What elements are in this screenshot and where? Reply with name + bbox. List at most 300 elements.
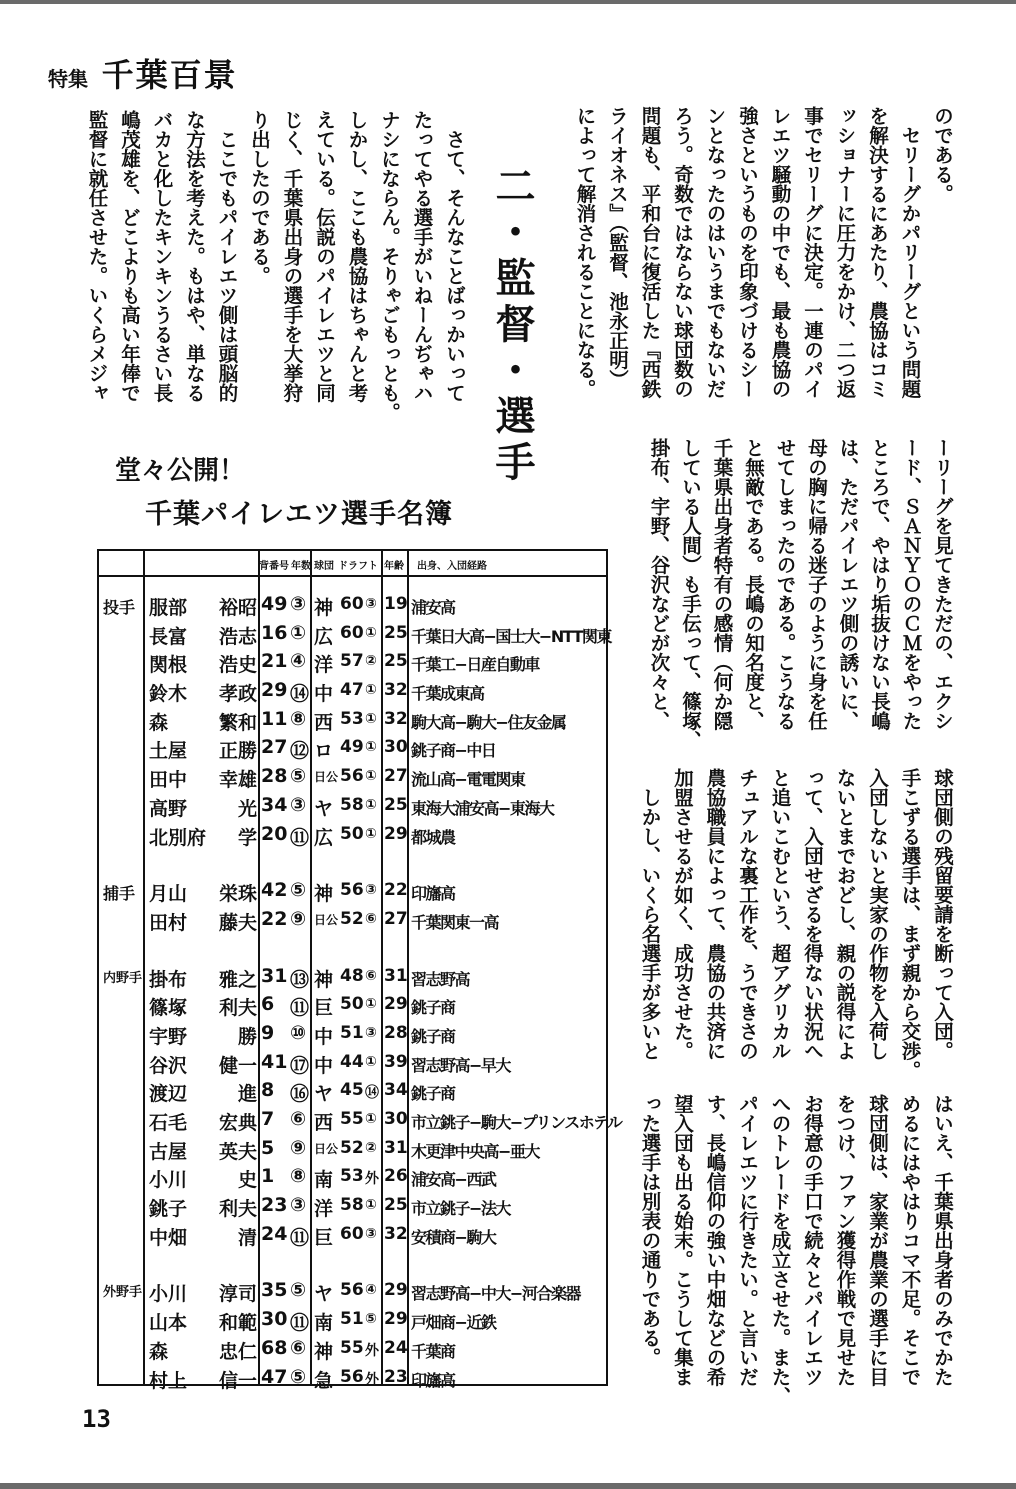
pro-years: ⑥	[290, 1336, 307, 1359]
age: 26	[384, 1166, 408, 1187]
team: 中	[314, 683, 334, 706]
family-name: 田村	[149, 911, 188, 934]
background: 千葉成東高	[411, 684, 484, 704]
team: 中	[314, 1054, 334, 1077]
header-background: 出身、入団経路	[417, 561, 487, 572]
given-name: 栄珠	[218, 883, 257, 906]
family-name: 鈴木	[149, 683, 188, 706]
article-text-block-c	[643, 438, 958, 758]
family-name: 服部	[149, 597, 188, 619]
family-name: 谷沢	[149, 1054, 188, 1077]
player-name	[149, 1137, 257, 1164]
team: 巨	[314, 997, 334, 1020]
background: 浦安高−西武	[411, 1170, 496, 1190]
age: 27	[384, 908, 408, 929]
pro-years: ③	[290, 1194, 307, 1217]
table-row	[99, 821, 606, 850]
uniform-number: 35	[261, 1279, 288, 1302]
player-name	[149, 1366, 257, 1393]
background: 駒大高−駒大−住友金属	[411, 712, 566, 732]
table-row	[99, 1049, 606, 1078]
uniform-number: 21	[261, 650, 288, 673]
table-row	[99, 1020, 606, 1049]
background: 市立銚子−法大	[411, 1199, 510, 1219]
table-row	[99, 706, 606, 735]
text-line: ナシにならん。そりゃごもっとも。	[378, 110, 401, 422]
draft-year: 58	[340, 794, 364, 815]
team: 日公	[314, 770, 339, 785]
text-line: 農協職員によって、農協の共済に	[703, 768, 727, 1061]
text-line: り出したのである。	[248, 110, 271, 286]
team: ヤ	[314, 1283, 334, 1306]
draft-year: 58	[340, 1195, 364, 1216]
draft-round: 外	[365, 1171, 379, 1188]
pro-years: ⑪	[290, 997, 310, 1020]
family-name: 小川	[149, 1169, 188, 1192]
uniform-number: 9	[261, 1021, 275, 1044]
draft-round: ③	[365, 1225, 377, 1242]
player-name	[149, 765, 257, 792]
background: 都城農	[411, 827, 455, 847]
player-name	[149, 1051, 257, 1078]
background: 千葉商	[411, 1341, 455, 1361]
position-label: 外野手	[103, 1285, 143, 1301]
table-row	[99, 763, 606, 792]
given-name: 光	[237, 797, 257, 820]
given-name: 浩志	[218, 625, 257, 648]
age: 25	[384, 651, 408, 672]
draft-round: 外	[365, 1342, 379, 1359]
pro-years: ⑰	[290, 1054, 310, 1077]
uniform-number: 31	[261, 964, 288, 987]
text-line: じく、千葉県出身の選手を大挙狩	[280, 110, 304, 403]
pro-years: ③	[290, 593, 307, 615]
uniform-number: 7	[261, 1108, 275, 1130]
text-line: 望入団も出る始末。こうして集ま	[671, 1094, 694, 1387]
player-name	[149, 1079, 257, 1106]
background: 習志野高	[411, 969, 470, 989]
family-name: 宇野	[149, 1025, 188, 1048]
given-name: 藤夫	[218, 911, 257, 934]
team: ヤ	[314, 1083, 334, 1106]
draft-year: 52	[340, 1137, 364, 1158]
player-name	[149, 1108, 257, 1135]
text-line: 問題も、平和台に復活した『西鉄	[638, 106, 662, 399]
team: 洋	[314, 654, 334, 677]
draft-round: ④	[365, 1282, 377, 1299]
text-line: はいえ、千葉県出身者のみでかた	[931, 1094, 954, 1387]
team: 洋	[314, 1198, 334, 1221]
table-row	[99, 991, 606, 1020]
pro-years: ⑨	[290, 1136, 307, 1159]
given-name: 孝政	[218, 683, 257, 706]
given-name: 淳司	[218, 1283, 257, 1306]
header-age: 年齢	[384, 561, 404, 572]
draft-year: 52	[340, 908, 364, 929]
age: 32	[384, 680, 408, 701]
uniform-number: 27	[261, 736, 288, 759]
team: 広	[314, 625, 334, 648]
uniform-number: 16	[261, 621, 288, 644]
table-row	[99, 1192, 606, 1221]
text-line: 手こずる選手は、まず親から交渉。	[898, 768, 922, 1080]
player-name	[149, 1022, 257, 1049]
feature-title: 千葉百景	[101, 56, 238, 94]
background: 銚子商	[411, 1026, 455, 1046]
given-name: 清	[237, 1226, 257, 1249]
family-name: 山本	[149, 1312, 188, 1335]
team: 巨	[314, 1226, 334, 1249]
player-name	[149, 1194, 257, 1221]
scan-border-bottom	[0, 1483, 1016, 1489]
uniform-number: 47	[261, 1365, 288, 1388]
text-line: しかし、いくら名選手が多いと	[638, 768, 662, 1061]
position-group	[99, 1277, 606, 1392]
table-row	[99, 1106, 622, 1135]
age: 31	[384, 1137, 408, 1158]
team: 南	[314, 1312, 334, 1335]
age: 29	[384, 1309, 408, 1330]
family-name: 関根	[149, 654, 188, 677]
draft-round: ⑭	[365, 1085, 379, 1102]
header-number: 背番号	[259, 561, 289, 572]
text-line: しかし、ここも農協はちゃんと考	[345, 110, 369, 403]
team: 日公	[314, 912, 339, 927]
header-years: 年数	[291, 561, 311, 572]
draft-year: 53	[340, 708, 364, 729]
draft-year: 47	[340, 680, 364, 701]
draft-year: 48	[340, 965, 364, 986]
age: 29	[384, 823, 408, 844]
given-name: 信一	[218, 1369, 257, 1392]
position-label: 内野手	[103, 970, 143, 986]
table-row	[99, 792, 606, 821]
age: 30	[384, 1109, 408, 1129]
text-line: バカと化したキンキンうるさい長	[150, 110, 174, 403]
given-name: 英夫	[218, 1140, 257, 1163]
text-line: 強さというものを印象づけるシー	[736, 106, 759, 399]
background: 木更津中央高−亜大	[411, 1141, 539, 1161]
article-text-block-a	[568, 106, 958, 426]
draft-round: ③	[365, 596, 377, 612]
uniform-number: 29	[261, 679, 288, 702]
pro-years: ⑤	[290, 879, 307, 902]
draft-year: 45	[340, 1080, 364, 1101]
draft-round: ③	[365, 1024, 377, 1041]
table-row	[99, 734, 606, 763]
player-name	[149, 993, 257, 1020]
team: 神	[314, 1340, 334, 1363]
feature-header	[48, 50, 238, 96]
family-name: 渡辺	[149, 1083, 188, 1106]
table-row	[99, 877, 606, 906]
table-body	[99, 581, 622, 1392]
position-group	[99, 591, 611, 849]
background: 流山高−電電関東	[411, 770, 525, 790]
given-name: 雅之	[218, 968, 257, 991]
uniform-number: 68	[261, 1336, 288, 1359]
text-line: お得意の手口で続々とパイレエツ	[801, 1094, 824, 1387]
draft-round: ①	[365, 1197, 377, 1214]
family-name: 土屋	[149, 740, 188, 763]
player-name	[149, 1165, 257, 1192]
given-name: 幸雄	[218, 769, 257, 792]
text-line: チュアルな裏工作を、うできさの	[736, 768, 759, 1061]
text-line: 入団しないと実家の作物を入荷し	[866, 768, 889, 1061]
pro-years: ⑪	[290, 1226, 310, 1249]
age: 30	[384, 737, 408, 758]
table-row	[99, 1077, 606, 1106]
text-line: った選手は別表の通りである。	[638, 1094, 662, 1367]
team: 神	[314, 968, 334, 991]
given-name: 利夫	[218, 1198, 257, 1221]
draft-round: ①	[365, 1053, 377, 1070]
draft-round: ①	[365, 796, 377, 813]
text-line: によって解消されることになる。	[573, 106, 597, 399]
family-name: 中畑	[149, 1226, 188, 1249]
background: 市立銚子−駒大−プリンスホテル	[411, 1113, 622, 1132]
draft-year: 44	[340, 1051, 364, 1072]
age: 29	[384, 994, 408, 1015]
background: 銚子商	[411, 1084, 455, 1104]
draft-year: 56	[340, 766, 364, 787]
pro-years: ⑨	[290, 907, 307, 930]
text-line: ッショナーに圧力をかけ、二つ返	[833, 106, 857, 399]
player-name	[149, 908, 257, 935]
pro-years: ⑫	[290, 740, 310, 763]
table-row	[99, 1135, 606, 1164]
draft-year: 60	[340, 1223, 364, 1244]
position-group	[99, 877, 606, 934]
background: 東海大浦安高−東海大	[411, 798, 554, 818]
text-line: している人間）も手伝って、篠塚、	[679, 438, 702, 750]
team: ヤ	[314, 797, 334, 820]
text-line: パイレエツに行きたい。と言いだ	[736, 1094, 759, 1387]
given-name: 健一	[218, 1054, 257, 1077]
draft-round: ⑥	[365, 967, 377, 984]
uniform-number: 41	[261, 1050, 288, 1073]
player-name	[149, 679, 257, 706]
age: 31	[384, 965, 408, 986]
family-name: 篠塚	[149, 997, 188, 1020]
text-line: セリーグかパリーグという問題	[898, 106, 922, 399]
given-name: 史	[237, 1169, 257, 1192]
family-name: 石毛	[149, 1112, 188, 1134]
draft-year: 51	[340, 1022, 364, 1043]
text-line: 母の胸に帰る迷子のように身を任	[805, 438, 828, 731]
age: 19	[384, 594, 408, 614]
age: 22	[384, 880, 408, 901]
pro-years: ⑪	[290, 826, 310, 849]
team: 広	[314, 826, 334, 849]
given-name: 正勝	[218, 740, 257, 763]
draft-round: ②	[365, 1139, 377, 1156]
position-label: 投手	[103, 598, 136, 617]
table-row	[99, 1163, 606, 1192]
pro-years: ⑯	[290, 1083, 310, 1106]
text-line: は、ただパイレエツ側の誘いに、	[836, 438, 860, 731]
position-group	[99, 963, 622, 1250]
pro-years: ①	[290, 621, 307, 644]
text-line: 加盟させるが如く、成功させた。	[671, 768, 694, 1061]
given-name: 繁和	[218, 711, 257, 734]
team: 南	[314, 1169, 334, 1192]
pro-years: ⑧	[290, 1165, 307, 1188]
given-name: 宏典	[218, 1112, 257, 1134]
pro-years: ⑧	[290, 707, 307, 730]
background: 浦安高	[411, 598, 455, 617]
text-line: せてしまったのである。こうなる	[773, 438, 797, 731]
header-team: 球団	[314, 561, 334, 572]
table-row	[99, 1306, 606, 1335]
player-name	[149, 879, 257, 906]
uniform-number: 8	[261, 1079, 275, 1102]
text-line: ここでもパイレエツ側は頭脳的	[215, 110, 239, 403]
player-name	[149, 1279, 257, 1306]
given-name: 和範	[218, 1312, 257, 1335]
team: 西	[314, 711, 334, 734]
text-line: ード、ＳＡＮＹＯのＣＭをやった	[899, 438, 923, 731]
text-line: えている。伝説のパイレエツと同	[313, 110, 336, 403]
text-line: さて、そんなことばっかいって	[443, 110, 466, 403]
family-name: 古屋	[149, 1140, 188, 1163]
family-name: 村上	[149, 1369, 188, 1392]
position-label: 捕手	[103, 884, 136, 904]
draft-round: ①	[365, 825, 377, 842]
given-name: 裕昭	[218, 597, 257, 619]
header-draft: ドラフト	[338, 561, 378, 572]
player-name	[149, 650, 257, 677]
family-name: 掛布	[149, 968, 188, 991]
pro-years: ⑪	[290, 1312, 310, 1335]
pro-years: ⑥	[290, 1108, 307, 1130]
roster-table	[97, 549, 622, 1392]
draft-year: 55	[340, 1337, 364, 1358]
pro-years: ⑩	[290, 1021, 307, 1044]
text-line: な方法を考えた。もはや、単なる	[183, 110, 206, 403]
team: 中	[314, 1025, 334, 1048]
draft-round: ①	[365, 682, 377, 699]
given-name: 勝	[237, 1025, 257, 1048]
draft-year: 55	[340, 1109, 364, 1129]
given-name: 利夫	[218, 997, 257, 1020]
draft-round: ③	[365, 882, 377, 899]
uniform-number: 28	[261, 765, 288, 788]
age: 27	[384, 766, 408, 787]
background: 印旛高	[411, 884, 455, 904]
uniform-number: 5	[261, 1136, 275, 1159]
draft-round: ①	[365, 768, 377, 785]
pro-years: ⑤	[290, 1279, 307, 1302]
family-name: 長富	[149, 625, 188, 648]
table-row	[99, 591, 606, 620]
draft-round: ②	[365, 653, 377, 670]
text-line: と追いこむという、超アグリカル	[768, 768, 792, 1061]
family-name: 森	[149, 1340, 169, 1363]
text-line: へのトレードを成立させた。また、	[768, 1094, 792, 1406]
draft-year: 50	[340, 823, 364, 844]
draft-round: ①	[365, 1111, 377, 1127]
draft-round: ①	[365, 710, 377, 727]
player-name	[149, 736, 257, 763]
text-line: ろう。奇数ではならない球団数の	[671, 106, 694, 399]
draft-round: ①	[365, 739, 377, 756]
feature-tag: 特集	[48, 67, 88, 91]
table-title-line1: 堂々公開！	[115, 456, 246, 486]
uniform-number: 24	[261, 1222, 288, 1245]
uniform-number: 30	[261, 1308, 288, 1331]
text-line: ライオネス』（監督、池永正明）	[606, 106, 629, 389]
player-name	[149, 622, 257, 649]
draft-year: 56	[340, 880, 364, 901]
team: 神	[314, 883, 334, 906]
table-row	[99, 677, 606, 706]
table-row	[99, 1335, 606, 1364]
background: 安積商−駒大	[411, 1227, 496, 1247]
age: 25	[384, 622, 408, 643]
text-line: レエツ騒動の中でも、最も農協の	[768, 106, 792, 399]
text-line: めるにはやはりコマ不足。そこで	[898, 1094, 922, 1387]
text-line: 掛布、宇野、谷沢などが次々と、	[647, 438, 671, 731]
draft-round: ⑥	[365, 910, 377, 927]
draft-year: 60	[340, 594, 364, 614]
article-text-block-b	[80, 110, 470, 430]
pro-years: ⑤	[290, 1365, 307, 1388]
age: 24	[384, 1337, 408, 1358]
page-number: 13	[82, 1405, 111, 1433]
team: 西	[314, 1112, 334, 1134]
age: 25	[384, 1195, 408, 1216]
text-line: 監督に就任させた。いくらメジャ	[85, 110, 109, 403]
player-name	[149, 593, 257, 620]
given-name: 忠仁	[218, 1340, 257, 1363]
text-line: ンとなったのはいうまでもないだ	[703, 106, 727, 399]
text-line: 千葉県出身者特有の感情（何か隠	[710, 438, 734, 731]
draft-year: 49	[340, 737, 364, 758]
draft-year: 53	[340, 1166, 364, 1187]
player-name	[149, 1308, 257, 1335]
given-name: 浩史	[218, 654, 257, 677]
text-line: のである。	[931, 106, 954, 204]
family-name: 北別府	[149, 826, 207, 849]
player-name	[149, 708, 257, 735]
text-line: と無敵である。長嶋の知名度と、	[742, 438, 765, 731]
team: 日公	[314, 1141, 339, 1156]
text-line: って、入団せざるを得ない状況へ	[801, 768, 824, 1061]
uniform-number: 22	[261, 907, 288, 930]
background: 千葉日大高−国士大−NTT関東	[411, 626, 611, 646]
player-name	[149, 965, 257, 992]
draft-round: ①	[365, 996, 377, 1013]
family-name: 小川	[149, 1283, 188, 1306]
text-line: 球団側の残留要請を断って入団。	[931, 768, 954, 1061]
scan-border-top	[0, 0, 1016, 4]
pro-years: ⑤	[290, 765, 307, 788]
family-name: 森	[149, 711, 169, 734]
player-name	[149, 1337, 257, 1364]
pro-years: ③	[290, 793, 307, 816]
article-text-block-e	[633, 1094, 958, 1414]
player-name	[149, 823, 257, 850]
uniform-number: 20	[261, 822, 288, 845]
background: 銚子商−中日	[411, 741, 496, 761]
uniform-number: 23	[261, 1194, 288, 1217]
family-name: 高野	[149, 797, 188, 820]
age: 34	[384, 1080, 408, 1101]
background: 習志野高−中大−河合楽器	[411, 1284, 580, 1304]
given-name: 学	[237, 826, 257, 849]
family-name: 銚子	[149, 1198, 188, 1221]
